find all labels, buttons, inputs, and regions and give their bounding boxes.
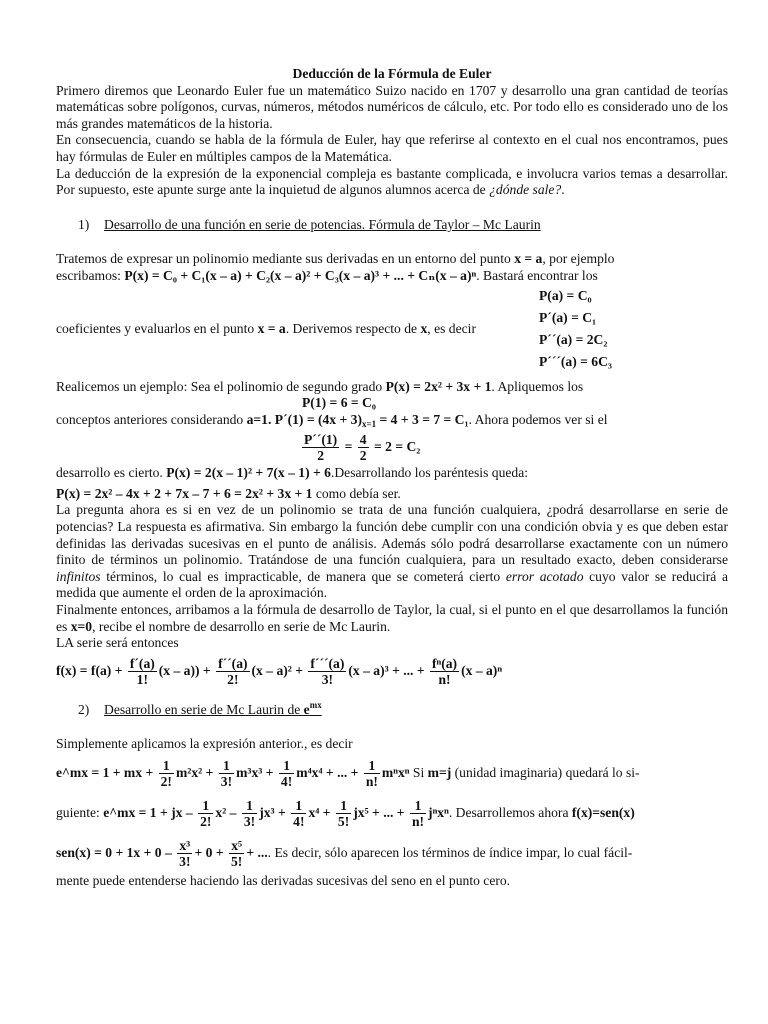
fraction-numerator: f´(a) [129,656,155,672]
intro-paragraph-3 [56,166,728,199]
emx-term-1 [159,758,174,789]
ejx-term-3 [291,798,306,829]
fraction-denominator: 2! [200,814,212,830]
derivative-eval: a=1. P´(1) = (4x + 3) [246,411,362,427]
emx-tail-m-eq-j: m=j [427,764,452,780]
s1-example-text-2-end: . Ahora podemos ver si el [468,411,608,427]
fraction-denominator: 3! [179,854,191,870]
emx-factor-3: m⁴x⁴ + ... + [296,764,359,780]
fraction-denominator: n! [365,774,378,790]
fraction-numerator: 1 [219,758,234,774]
fraction-numerator: f´´(a) [218,656,248,672]
section-2-title [104,699,322,717]
fraction-denominator: n! [438,672,451,688]
taylor-factor-3: (x – a)³ + ... + [348,662,425,678]
section-2-title-text: Desarrollo en serie de Mc Laurin de [104,701,304,717]
section-2-title-exp: mx [309,699,322,710]
ejx-term-4 [336,798,351,829]
fraction-numerator: 4 [359,431,367,447]
s1-paragraph-1 [56,502,728,602]
derivative-result: = 4 + 3 = 7 = C₁ [376,411,469,427]
s1-example-line-4 [56,486,728,503]
emx-term-2 [219,758,234,789]
s1-text-3b: . Derivemos respecto de [285,320,421,336]
fraction-denominator: 3! [243,814,256,830]
emx-series [56,753,728,793]
derivative-p2: P´´(a) = 2C₂ [539,331,608,347]
emx-factor-1: m²x² + [175,764,214,780]
intro-p3-end: . [561,182,565,198]
fraction-denominator: 3! [220,774,233,790]
fraction-denominator: 1! [136,672,148,688]
taylor-term-n [430,656,459,687]
s1-para1-text: La pregunta ahora es si en vez de un polinomio se trata de una función cualquiera, ¿podrá desarrollarse en serie de potencias? La respuesta es afirmativa. Sin embargo la función debe cumplir con una condición obvia y es que deben estar definidas las derivadas sucesivas en el punto de análisis. Además sólo podrá desarrollarse exactamente con un número finito de términos un polinomio. Tratándose de una función cualquiera, para un resultado exacto, deben considerarse [56,502,728,568]
s1-eq-x-a-2: x = a [257,320,286,336]
sen-factor-2: + ... [246,844,268,860]
ejx-factor-4: jx⁵ + ... + [353,804,405,820]
section-1-heading [78,217,728,234]
taylor-series-formula [56,652,728,690]
fraction-result: = 2 = C₂ [373,439,421,455]
s1-text-2: escribamos: [56,267,125,283]
taylor-factor-2: (x – a)² + [251,662,303,678]
s1-line-3 [56,321,476,338]
emx-tail-a: Si [409,764,428,780]
s1-para2-text: Finalmente entonces, arribamos a la fórmula de desarrollo de Taylor, la cual, si el punto en el que desarrollamos la función es [56,601,728,634]
s1-line-2 [56,268,728,285]
s1-para1-em-infinitos: infinitos [56,568,101,584]
ejx-factor-3: x⁴ + [308,804,331,820]
ejx-tail-a: . Desarrollemos ahora [448,804,572,820]
section-2-heading [78,699,728,719]
fraction-denominator: 5! [230,854,243,870]
s1-text-1-end: , por ejemplo [542,251,615,267]
taylor-term-3 [308,656,346,687]
ejx-term-2 [242,798,257,829]
fraction-denominator: 2 [317,447,324,463]
s1-line-1 [56,251,728,268]
sen-tail: . Es decir, sólo aparecen los términos de índice impar, lo cual fácil- [267,844,633,860]
fraction-second-derivative [302,432,339,463]
s1-para1-em-error: error acotado [505,568,584,584]
s1-text-3a: coeficientes y evaluarlos en el punto [56,320,258,336]
section-2-number: 2) [78,701,90,717]
s1-para1-mid: términos, lo cual es impracticable, de manera que se cometerá cierto [100,568,506,584]
fraction-denominator: 2 [359,447,367,463]
fraction-numerator: x³ [177,838,192,854]
ejx-factor-1: x² – [215,804,237,820]
fraction-denominator: 3! [321,672,334,688]
fraction-four-over-two [358,432,369,463]
ejx-term-n [410,798,426,829]
taylor-term-2 [216,656,249,687]
emx-factor-2: m³x³ + [236,764,274,780]
taylor-polynomial-formula: P(x) = C₀ + C₁(x – a) + C₂(x – a)² + C₃(x – a)³ + ... + Cₙ(x – a)ⁿ [124,267,477,283]
s1-para2-x0: x=0 [70,618,93,634]
fraction-numerator: 1 [159,758,174,774]
emx-tail-c: (unidad imaginaria) quedará lo si- [451,764,640,780]
sen-factor-1: + 0 + [194,844,224,860]
s1-text-3c: , es decir [427,320,476,336]
ejx-term-1 [198,798,213,829]
fraction-denominator: 4! [293,814,305,830]
emx-lhs: e^mx = 1 + mx + [56,764,154,780]
s1-example-line-2 [56,412,728,429]
fraction-denominator: 2! [227,672,239,688]
sen-lhs: sen(x) = 0 + 1x + 0 – [56,844,172,860]
s2-intro: Simplemente aplicamos la expresión anterior., es decir [56,736,353,752]
page-title: Deducción de la Fórmula de Euler [292,66,492,81]
derivative-p3: P´´´(a) = 6C₃ [539,353,612,369]
eval-subscript: x=1 [361,418,377,429]
fraction-numerator: 1 [291,798,306,814]
fraction-numerator: 1 [279,758,294,774]
taylor-factor-n: (x – a)ⁿ [461,662,503,678]
fraction-denominator: 4! [280,774,293,790]
taylor-factor-1: (x – a)) + [158,662,211,678]
fraction-numerator: x⁵ [229,838,244,854]
example-polynomial: P(x) = 2x² + 3x + 1 [385,378,492,394]
fraction-denominator: 5! [337,814,350,830]
s1-var-x: x [420,320,428,336]
intro-p3-text: La deducción de la expresión de la exponencial compleja es bastante complicada, e involucra varios temas a desarrollar. Por supuesto, este apunte surge ante la inquietud de algunos alumnos acerca de [56,165,728,198]
fraction-numerator: 1 [336,798,351,814]
section-2-title-e: e [303,701,310,717]
taylor-term-1 [128,656,157,687]
s1-example-line-3 [56,465,728,482]
fraction-numerator: P´´(1) [304,431,338,447]
emx-factor-n: mⁿxⁿ [381,764,410,780]
derivative-p0: P(a) = C₀ [539,287,592,303]
fraction-numerator: 1 [242,798,257,814]
fraction-numerator: f´´´(a) [310,656,345,672]
intro-paragraph-1: Primero diremos que Leonardo Euler fue un matemático Suizo nacido en 1707 y desarrollo una gran cantidad de teorías matemáticas sobre polígonos, curvas, números, métodos numéricos de cálculo, etc. Por todo ello es considerado uno de los más grandes matemáticos de la historia. [56,82,728,131]
fraction-denominator: 2! [160,774,172,790]
s1-example-text-4-end: como debía ser. [312,485,401,501]
ejx-factor-2: jx³ + [259,804,286,820]
sen-term-1 [177,838,192,869]
s1-paragraph-3: LA serie será entonces [56,635,179,651]
ejx-tail-sen: f(x)=sen(x) [571,804,635,820]
fraction-numerator: 1 [364,758,380,774]
verified-polynomial: P(x) = 2x² – 4x + 2 + 7x – 7 + 6 = 2x² + 3x + 1 [56,485,313,501]
expanded-polynomial: P(x) = 2(x – 1)² + 7(x – 1) + 6 [166,465,331,481]
ejx-factor-n: jⁿxⁿ [428,804,449,820]
derivatives-block [56,285,728,373]
s1-example-line-1 [56,379,728,396]
ejx-series [56,793,728,833]
s1-example-text-2: conceptos anteriores considerando [56,411,247,427]
p1-equals-c0: P(1) = 6 = C₀ [302,395,376,411]
ejx-lhs: e^mx = 1 + jx – [103,804,193,820]
emx-term-n [364,758,380,789]
s1-paragraph-2 [56,602,728,635]
sen-term-2 [229,838,244,869]
ejx-pre: guiente: [56,804,104,820]
emx-term-3 [279,758,294,789]
sen-series [56,833,728,873]
s1-text-1: Tratemos de expresar un polinomio mediante sus derivadas en un entorno del punto [56,251,515,267]
s1-para1-end: cuyo valor se reducirá a medida que aumente el orden de la aproximación. [56,568,729,601]
s1-example-text-3: desarrollo es cierto. [56,465,167,481]
taylor-lhs: f(x) = f(a) + [56,662,123,678]
derivatives-stack [539,285,612,373]
section-1-number: 1) [78,216,90,232]
intro-p3-emphasis: ¿dónde sale? [489,182,562,198]
s1-example-text-1: Realicemos un ejemplo: Sea el polinomio de segundo grado [56,378,386,394]
derivative-p1: P´(a) = C₁ [539,309,597,325]
fraction-numerator: fⁿ(a) [431,656,458,672]
fraction-numerator: 1 [410,798,426,814]
s1-eq-x-a: x = a [514,251,543,267]
s1-text-2-end: . Bastará encontrar los [476,267,598,283]
fraction-denominator: n! [411,814,425,830]
second-derivative-fraction-line: $\frac{P´´(1)}{2}$ = $\frac{4}{2}$ = 2 = C₂ [304,431,421,463]
s2-last-line: mente puede entenderse haciendo las derivadas sucesivas del seno en el punto cero. [56,872,511,888]
section-1-title: Desarrollo de una función en serie de potencias. Fórmula de Taylor – Mc Laurin [104,216,541,232]
intro-paragraph-2: En consecuencia, cuando se habla de la fórmula de Euler, hay que referirse al contexto en el cual nos encontramos, pues hay fórmulas de Euler en múltiples campos de la Matemática. [56,132,728,164]
s1-para2-end: , recibe el nombre de desarrollo en serie de Mc Laurin. [92,618,391,634]
s1-example-text-1-end: . Apliquemos los [491,378,584,394]
s1-example-text-3-end: .Desarrollando los paréntesis queda: [330,465,529,481]
fraction-numerator: 1 [198,798,213,814]
